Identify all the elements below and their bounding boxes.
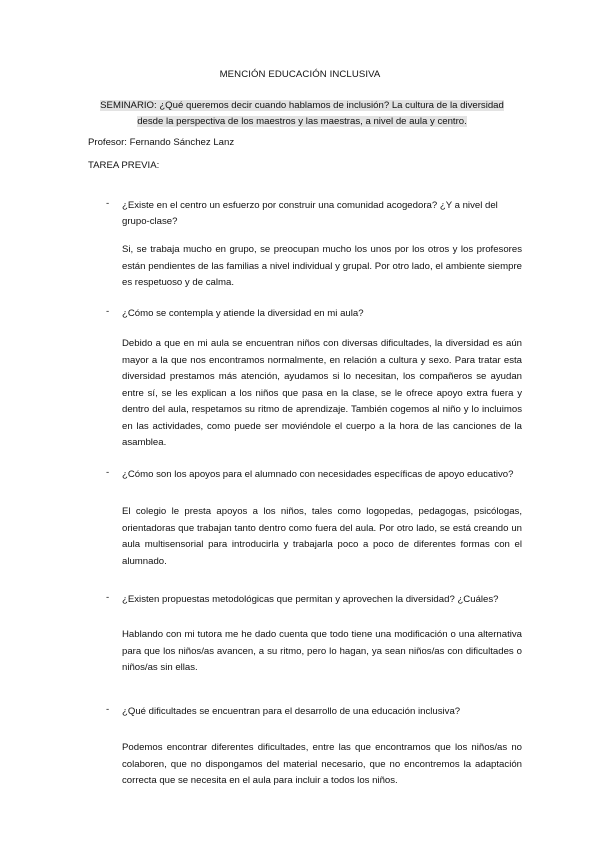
- bullet-dash: -: [106, 704, 110, 715]
- bullet-dash: -: [106, 467, 110, 478]
- seminar-highlight: SEMINARIO: ¿Qué queremos decir cuando hablamos de inclusión? La cultura de la diversidad desde la perspectiva de los maestros y las maestras, a nivel de aula y centro.: [100, 100, 504, 127]
- bullet-dash: -: [106, 306, 110, 317]
- question-4: ¿Existen propuestas metodológicas que permitan y aprovechen la diversidad? ¿Cuáles?: [122, 594, 499, 605]
- question-5: ¿Qué dificultades se encuentran para el desarrollo de una educación inclusiva?: [122, 706, 461, 717]
- answer-4: Hablando con mi tutora me he dado cuenta que todo tiene una modificación o una alternativa para que los niños/as avancen, a su ritmo, pero lo hagan, ya sean niños/as con dificultades o niños/as sin ellas.: [122, 629, 522, 673]
- question-1: ¿Existe en el centro un esfuerzo por construir una comunidad acogedora? ¿Y a nivel del grupo-clase?: [122, 200, 498, 227]
- bullet-dash: -: [106, 592, 110, 603]
- document-title: MENCIÓN EDUCACIÓN INCLUSIVA: [219, 69, 381, 80]
- professor-line: Profesor: Fernando Sánchez Lanz: [88, 137, 235, 148]
- answer-2: Debido a que en mi aula se encuentran niños con diversas dificultades, la diversidad es aún mayor a la que nos encontramos normalmente, en relación a cultura y sexo. Para tratar esta diversidad prestamos más atención, ayudamos si lo necesitan, los compañeros se ayudan entre sí, se les explican a los niños que pasa en la clase, se le ofrece apoyo extra fuera y dentro del aula, respetamos su ritmo de aprendizaje. También cogemos al niño y lo incluimos en las actividades, como puede ser moviéndole el cuerpo a la hora de las canciones de la asamblea.: [122, 338, 522, 448]
- answer-1: Si, se trabaja mucho en grupo, se preocupan mucho los unos por los otros y los profesores están pendientes de las familias a nivel individual y grupal. Por otro lado, el ambiente siempre es respetuoso y de calma.: [122, 244, 522, 288]
- answer-5: Podemos encontrar diferentes dificultades, entre las que encontramos que los niños/as no colaboren, que no dispongamos del material necesario, que no encontremos la adaptación correcta que se necesita en el aula para incluir a todos los niños.: [122, 742, 522, 786]
- bullet-dash: -: [106, 198, 110, 209]
- task-heading: TAREA PREVIA:: [88, 160, 160, 171]
- answer-3: El colegio le presta apoyos a los niños, tales como logopedas, pedagogas, psicólogas, orientadoras que trabajan tanto dentro como fuera del aula. Por otro lado, se está creando un aula multisensorial para introducirla y trabajarla poco a poco de diferentes formas con el alumnado.: [122, 506, 522, 567]
- question-3: ¿Cómo son los apoyos para el alumnado con necesidades específicas de apoyo educativo?: [122, 469, 514, 480]
- question-2: ¿Cómo se contempla y atiende la diversidad en mi aula?: [122, 308, 364, 319]
- seminar-description: [88, 98, 516, 130]
